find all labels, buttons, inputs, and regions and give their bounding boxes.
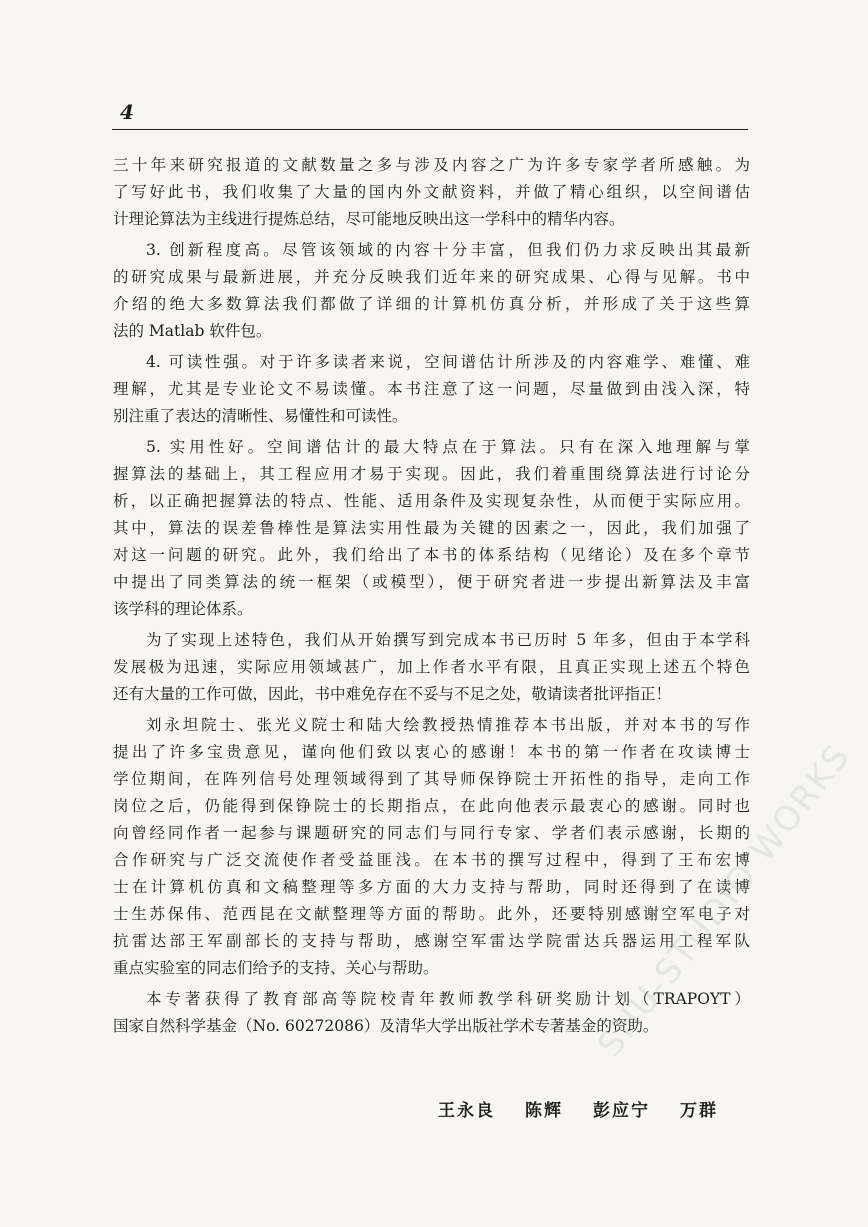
text-line: 5. 实用性好。空间谱估计的最大特点在于算法。只有在深入地理解与掌 xyxy=(146,438,750,456)
author-name: 彭应宁 xyxy=(593,1101,650,1121)
text-line: 抗雷达部王军副部长的支持与帮助，感谢空军雷达学院雷达兵器运用工程军队 xyxy=(113,932,750,950)
text-line: 别注重了表达的清晰性、易懂性和可读性。 xyxy=(113,407,408,425)
text-line: 理解，尤其是专业论文不易读懂。本书注意了这一问题，尽量做到由浅入深，特 xyxy=(113,380,750,398)
author-name: 王永良 xyxy=(438,1101,495,1121)
author-name: 陈辉 xyxy=(525,1101,563,1121)
text-line: 发展极为迅速，实际应用领域甚广，加上作者水平有限，且真正实现上述五个特色 xyxy=(113,658,750,676)
text-line: 中提出了同类算法的统一框架（或模型），便于研究者进一步提出新算法及丰富 xyxy=(113,573,750,591)
text-line: 了写好此书，我们收集了大量的国内外文献资料，并做了精心组织，以空间谱估 xyxy=(113,183,750,201)
text-line: 为了实现上述特色，我们从开始撰写到完成本书已历时 5 年多，但由于本学科 xyxy=(146,631,750,649)
text-line: 向曾经同作者一起参与课题研究的同志们与同行专家、学者们表示感谢，长期的 xyxy=(113,824,750,842)
text-line: 析，以正确把握算法的特点、性能、适用条件及实现复杂性，从而便于实际应用。 xyxy=(113,492,750,510)
author-signatures xyxy=(438,1096,718,1121)
text-line: 的研究成果与最新进展，并充分反映我们近年来的研究成果、心得与见解。书中 xyxy=(113,268,750,286)
text-line: 还有大量的工作可做，因此，书中难免存在不妥与不足之处，敬请读者批评指正！ xyxy=(113,685,672,703)
text-line: 介绍的绝大多数算法我们都做了详细的计算机仿真分析，并形成了关于这些算 xyxy=(113,295,750,313)
text-line: 士在计算机仿真和文稿整理等多方面的大力支持与帮助，同时还得到了在读博 xyxy=(113,878,750,896)
text-line: 握算法的基础上，其工程应用才易于实现。因此，我们着重围绕算法进行讨论分 xyxy=(113,465,750,483)
text-line: 学位期间，在阵列信号处理领域得到了其导师保铮院士开拓性的指导，走向工作 xyxy=(113,770,750,788)
text-line: 法的 Matlab 软件包。 xyxy=(113,322,272,340)
text-line: 本专著获得了教育部高等院校青年教师教学科研奖励计划（TRAPOYT） xyxy=(146,990,750,1008)
text-line: 计理论算法为主线进行提炼总结，尽可能地反映出这一学科中的精华内容。 xyxy=(113,210,625,228)
text-line: 三十年来研究报道的文献数量之多与涉及内容之广为许多专家学者所感触。为 xyxy=(113,156,750,174)
text-line: 3. 创新程度高。尽管该领域的内容十分丰富，但我们仍力求反映出其最新 xyxy=(146,241,750,259)
page-number: 4 xyxy=(120,100,134,124)
text-line: 岗位之后，仍能得到保铮院士的长期指点，在此向他表示最衷心的感谢。同时也 xyxy=(113,797,750,815)
text-line: 刘永坦院士、张光义院士和陆大绘教授热情推荐本书出版，并对本书的写作 xyxy=(146,716,750,734)
text-line: 对这一问题的研究。此外，我们给出了本书的体系结构（见绪论）及在多个章节 xyxy=(113,546,750,564)
text-line: 士生苏保伟、范西昆在文献整理等方面的帮助。此外，还要特别感谢空军电子对 xyxy=(113,905,750,923)
header-rule xyxy=(112,129,748,130)
text-line: 国家自然科学基金（No. 60272086）及清华大学出版社学术专著基金的资助。 xyxy=(113,1017,659,1035)
text-line: 重点实验室的同志们给予的支持、关心与帮助。 xyxy=(113,959,439,977)
body-text xyxy=(113,152,750,1040)
text-line: 4. 可读性强。对于许多读者来说，空间谱估计所涉及的内容难学、难懂、难 xyxy=(146,353,750,371)
text-line: 该学科的理论体系。 xyxy=(113,600,253,618)
watermark: SHU-STUDIO WORKS xyxy=(590,736,859,1065)
text-line: 提出了许多宝贵意见，谨向他们致以衷心的感谢！本书的第一作者在攻读博士 xyxy=(113,743,750,761)
text-line: 合作研究与广泛交流使作者受益匪浅。在本书的撰写过程中，得到了王布宏博 xyxy=(113,851,750,869)
author-name: 万群 xyxy=(680,1101,718,1121)
text-line: 其中，算法的误差鲁棒性是算法实用性最为关键的因素之一，因此，我们加强了 xyxy=(113,519,750,537)
